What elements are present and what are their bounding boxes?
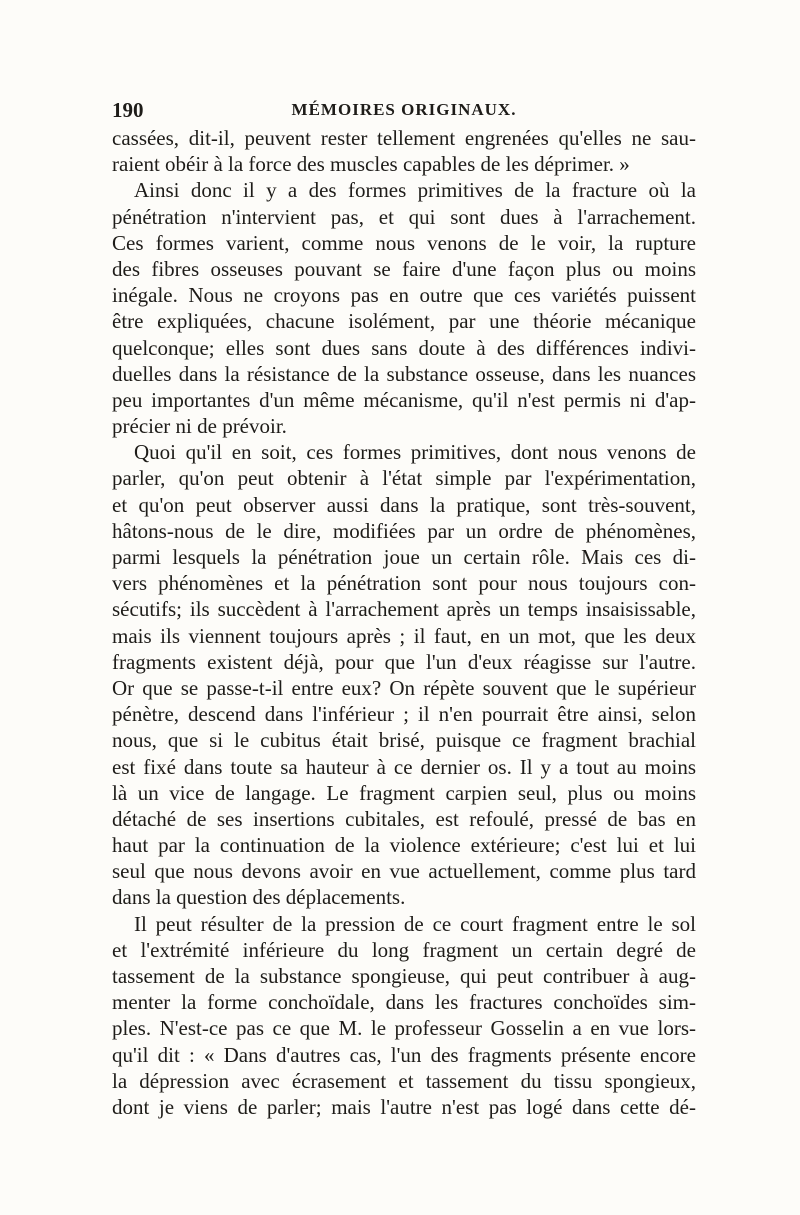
text-line: menter la forme conchoïdale, dans les fractures conchoïdes sim-	[112, 990, 696, 1015]
text-line: nous, que si le cubitus était brisé, puisque ce fragment brachial	[112, 728, 696, 753]
text-line: dans la question des déplacements.	[112, 885, 406, 910]
text-line: et qu'on peut observer aussi dans la pratique, sont très-souvent,	[112, 492, 696, 517]
text-line: et l'extrémité inférieure du long fragment un certain degré de	[112, 937, 696, 962]
text-line: la dépression avec écrasement et tassement du tissu spongieux,	[112, 1068, 696, 1093]
page-header	[112, 97, 696, 123]
text-line: dont je viens de parler; mais l'autre n'est pas logé dans cette dé-	[112, 1094, 696, 1119]
text-line: inégale. Nous ne croyons pas en outre que ces variétés puissent	[112, 283, 696, 308]
text-line: parmi lesquels la pénétration joue un certain rôle. Mais ces di-	[112, 545, 696, 569]
text-line: fragments existent déjà, pour que l'un d'eux réagisse sur l'autre.	[112, 649, 696, 674]
text-line: Ces formes varient, comme nous venons de le voir, la rupture	[112, 230, 696, 255]
text-line: Il peut résulter de la pression de ce court fragment entre le sol	[134, 911, 696, 936]
running-title: MÉMOIRES ORIGINAUX.	[291, 100, 517, 119]
text-line: parler, qu'on peut obtenir à l'état simple par l'expérimentation,	[112, 466, 696, 491]
text-line: Quoi qu'il en soit, ces formes primitives, dont nous venons de	[134, 440, 696, 465]
text-line: haut par la continuation de la violence extérieure; c'est lui et lui	[112, 833, 696, 858]
text-line: qu'il dit : « Dans d'autres cas, l'un des fragments présente encore	[112, 1042, 696, 1067]
text-line: ples. N'est-ce pas ce que M. le professeur Gosselin a en vue lors-	[112, 1016, 696, 1041]
text-line: raient obéir à la force des muscles capables de les déprimer. »	[112, 152, 630, 177]
page-number: 190	[112, 98, 144, 122]
text-line: peu importantes d'un même mécanisme, qu'il n'est permis ni d'ap-	[112, 387, 696, 412]
text-line: Ainsi donc il y a des formes primitives de la fracture où la	[134, 178, 696, 203]
text-line: est fixé dans toute sa hauteur à ce dernier os. Il y a tout au moins	[112, 754, 696, 779]
text-line: cassées, dit-il, peuvent rester tellement engrenées qu'elles ne sau-	[112, 126, 696, 150]
text-line: hâtons-nous de le dire, modifiées par un ordre de phénomènes,	[112, 518, 696, 543]
text-line: mais ils viennent toujours après ; il faut, en un mot, que les deux	[112, 623, 696, 648]
text-line: détaché de ses insertions cubitales, est refoulé, pressé de bas en	[112, 806, 696, 831]
text-line: des fibres osseuses pouvant se faire d'une façon plus ou moins	[112, 256, 696, 281]
text-line: Or que se passe-t-il entre eux? On répète souvent que le supérieur	[112, 675, 696, 700]
text-line: là un vice de langage. Le fragment carpien seul, plus ou moins	[112, 780, 696, 805]
text-line: sécutifs; ils succèdent à l'arrachement après un temps insaisissable,	[112, 597, 696, 622]
text-line: pénétration n'intervient pas, et qui sont dues à l'arrachement.	[112, 204, 696, 229]
text-line: duelles dans la résistance de la substance osseuse, dans les nuances	[112, 361, 696, 386]
text-line: pénètre, descend dans l'inférieur ; il n'en pourrait être ainsi, selon	[112, 702, 696, 727]
text-line: être expliquées, chacune isolément, par une théorie mécanique	[112, 309, 696, 334]
text-line: précier ni de prévoir.	[112, 414, 287, 439]
text-line: seul que nous devons avoir en vue actuellement, comme plus tard	[112, 859, 696, 884]
text-line: vers phénomènes et la pénétration sont pour nous toujours con-	[112, 571, 696, 596]
body-text	[112, 125, 696, 1120]
text-line: tassement de la substance spongieuse, qui peut contribuer à aug-	[112, 964, 696, 988]
text-line: quelconque; elles sont dues sans doute à des différences indivi-	[112, 335, 696, 360]
